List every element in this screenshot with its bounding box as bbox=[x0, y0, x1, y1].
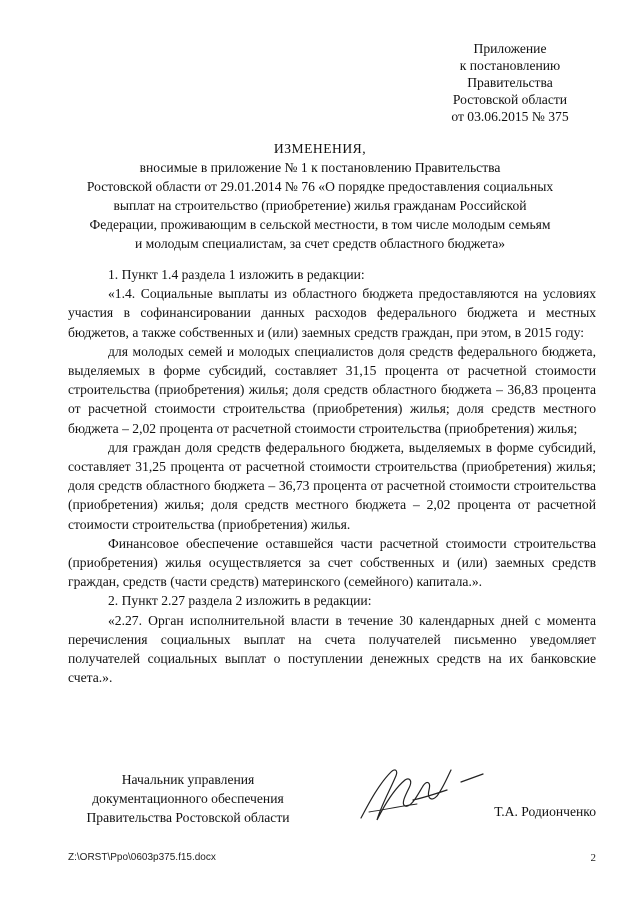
page-number: 2 bbox=[590, 852, 596, 864]
heading-line: выплат на строительство (приобретение) жилья гражданам Российской bbox=[113, 198, 527, 213]
heading-line: Ростовской области от 29.01.2014 № 76 «О порядке предоставления социальных bbox=[86, 179, 554, 194]
position-line: документационного обеспечения bbox=[92, 791, 284, 806]
position-line: Начальник управления bbox=[121, 772, 255, 787]
signatory-position bbox=[68, 770, 308, 827]
document-heading bbox=[60, 139, 580, 253]
signatory-name: Т.А. Родионченко bbox=[494, 804, 596, 819]
heading-line: и молодым специалистам, за счет средств областного бюджета» bbox=[134, 236, 506, 251]
appendix-line: Правительства bbox=[467, 75, 553, 90]
body-paragraph: Финансовое обеспечение оставшейся части расчетной стоимости строительства (приобретения) жилья осуществляется за счет собственных и (или) заемных средств граждан, средств (части средств) материнского (семейного) капитала.». bbox=[68, 535, 596, 590]
body-paragraph: 1. Пункт 1.4 раздела 1 изложить в редакции: bbox=[108, 267, 365, 282]
document-body bbox=[68, 265, 596, 687]
heading-line: вносимые в приложение № 1 к постановлению Правительства bbox=[139, 160, 501, 175]
file-path: Z:\ORST\Ppo\0603p375.f15.docx bbox=[68, 852, 216, 863]
position-line: Правительства Ростовской области bbox=[86, 810, 290, 825]
document-title: ИЗМЕНЕНИЯ, bbox=[273, 141, 367, 156]
heading-line: Федерации, проживающим в сельской местности, в том числе молодым семьям bbox=[89, 217, 551, 232]
body-paragraph: 2. Пункт 2.27 раздела 2 изложить в редакции: bbox=[108, 593, 372, 609]
appendix-header bbox=[420, 40, 600, 125]
body-paragraph: «1.4. Социальные выплаты из областного бюджета предоставляются на условиях участия в софинансировании данных расходов федерального бюджета и местных бюджетов, а также собственных и (или) заемных средств граждан, при этом, в 2015 году: bbox=[68, 286, 596, 340]
appendix-line: к постановлению bbox=[459, 58, 561, 73]
body-paragraph: для граждан доля средств федерального бюджета, выделяемых в форме субсидий, составляет 31,25 процента от расчетной стоимости строительства (приобретения) жилья; доля средств областного бюджета – 36,73 процента от расчетной стоимости строительства (приобретения) жилья; доля средств местного бюджета – 2,02 процента от расчетной стоимости строительства (приобретения) жилья. bbox=[68, 439, 596, 532]
appendix-line: Ростовской области bbox=[452, 92, 568, 107]
appendix-line: Приложение bbox=[473, 41, 547, 56]
body-paragraph: для молодых семей и молодых специалистов доля средств федерального бюджета, выделяемых в форме субсидий, составляет 31,15 процента от расчетной стоимости строительства (приобретения) жилья; доля средств областного бюджета – 36,83 процента от расчетной стоимости строительства (приобретения) жилья; доля средств местного бюджета – 2,02 процента от расчетной стоимости строительства (приобретения) жилья; bbox=[68, 343, 596, 436]
signature-block bbox=[68, 770, 596, 830]
appendix-line: от 03.06.2015 № 375 bbox=[451, 109, 569, 124]
body-paragraph: «2.27. Орган исполнительной власти в течение 30 календарных дней с момента перечисления социальных выплат на счета получателей письменно уведомляет получателей социальных выплат о поступлении денежных средств на их банковские счета.». bbox=[68, 612, 596, 686]
handwritten-signature bbox=[343, 760, 503, 830]
